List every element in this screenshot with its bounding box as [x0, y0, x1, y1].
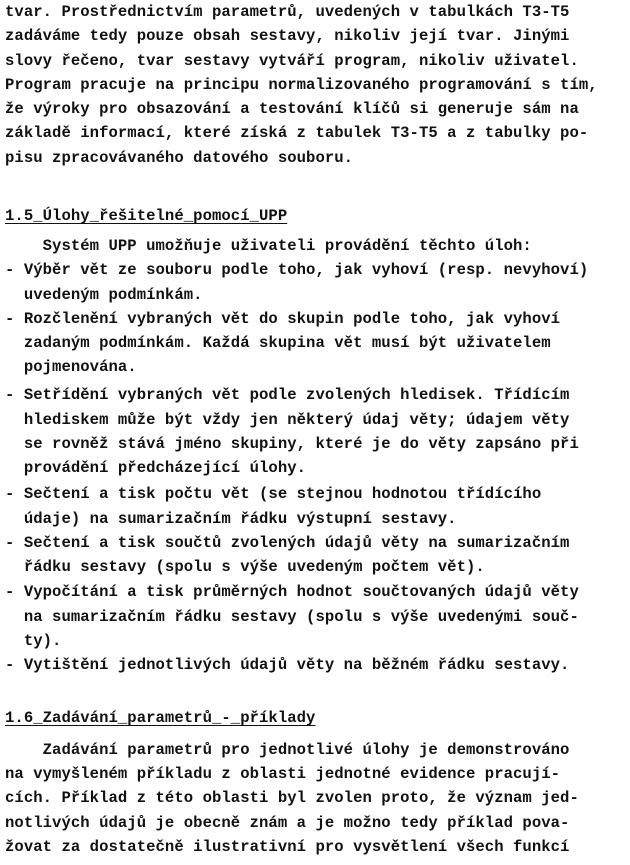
- task-item-3-line-4: provádění předcházející úlohy.: [5, 459, 307, 477]
- task-item-1-line-1: - Výběr vět ze souboru podle toho, jak vyhoví (resp. nevyhoví): [5, 261, 589, 279]
- intro-line-7: pisu zpracovávaného datového souboru.: [5, 149, 354, 167]
- task-item-4-line-2: údaje) na sumarizačním řádku výstupní sestavy.: [5, 510, 457, 528]
- intro-line-6: základě informací, které získá z tabulek T3-T5 a z tabulky po-: [5, 124, 589, 142]
- section-1-5-intro: Systém UPP umožňuje uživateli provádění těchto úloh:: [5, 237, 532, 255]
- section-1-6-line-5: žovat za dostatečně ilustrativní pro vysvětlení všech funkcí: [5, 838, 570, 856]
- intro-line-5: že výroky pro obsazování a testování klíčů si generuje sám na: [5, 100, 579, 118]
- task-item-2-line-1: - Rozčlenění vybraných vět do skupin podle toho, jak vyhoví: [5, 310, 561, 328]
- task-item-6-line-1: - Vypočítání a tisk průměrných hodnot součtovaných údajů věty: [5, 583, 579, 601]
- task-item-6-line-2: na sumarizačním řádku sestavy (spolu s výše uvedenými souč-: [5, 608, 579, 626]
- section-1-5-heading: 1.5_Úlohy_řešitelné_pomocí_UPP: [5, 207, 288, 225]
- task-item-3-line-3: se rovněž stává jméno skupiny, které je do věty zapsáno při: [5, 435, 579, 453]
- task-item-6-line-3: ty).: [5, 632, 62, 650]
- task-item-2-line-3: pojmenována.: [5, 358, 137, 376]
- task-item-3-line-1: - Setřídění vybraných vět podle zvolených hledisek. Třídícím: [5, 386, 570, 404]
- intro-line-1: tvar. Prostřednictvím parametrů, uvedených v tabulkách T3-T5: [5, 3, 570, 21]
- section-1-6-line-2: na vymyšleném příkladu z oblasti jednotné evidence pracují-: [5, 765, 561, 783]
- section-1-6-line-4: notlivých údajů je obecně znám a je možno tedy příklad pova-: [5, 814, 570, 832]
- task-item-7-line-1: - Vytištění jednotlivých údajů věty na běžném řádku sestavy.: [5, 656, 570, 674]
- section-1-6-line-1: Zadávání parametrů pro jednotlivé úlohy je demonstrováno: [5, 741, 570, 759]
- intro-line-3: slovy řečeno, tvar sestavy vytváří program, nikoliv uživatel.: [5, 52, 579, 70]
- intro-line-2: zadáváme tedy pouze obsah sestavy, nikoliv její tvar. Jinými: [5, 27, 570, 45]
- section-1-6-line-3: cích. Příklad z této oblasti byl zvolen proto, že význam jed-: [5, 789, 579, 807]
- section-1-6-heading: 1.6_Zadávání_parametrů_-_příklady: [5, 709, 316, 727]
- task-item-4-line-1: - Sečtení a tisk počtu vět (se stejnou hodnotou třídícího: [5, 485, 542, 503]
- intro-line-4: Program pracuje na principu normalizovaného programování s tím,: [5, 76, 598, 94]
- task-item-2-line-2: zadaným podmínkám. Každá skupina vět musí být uživatelem: [5, 334, 551, 352]
- task-item-1-line-2: uvedeným podmínkám.: [5, 286, 203, 304]
- task-item-3-line-2: hlediskem může být vždy jen některý údaj věty; údajem věty: [5, 411, 570, 429]
- task-item-5-line-2: řádku sestavy (spolu s výše uvedeným počtem vět).: [5, 558, 485, 576]
- task-item-5-line-1: - Sečtení a tisk součtů zvolených údajů věty na sumarizačním: [5, 534, 570, 552]
